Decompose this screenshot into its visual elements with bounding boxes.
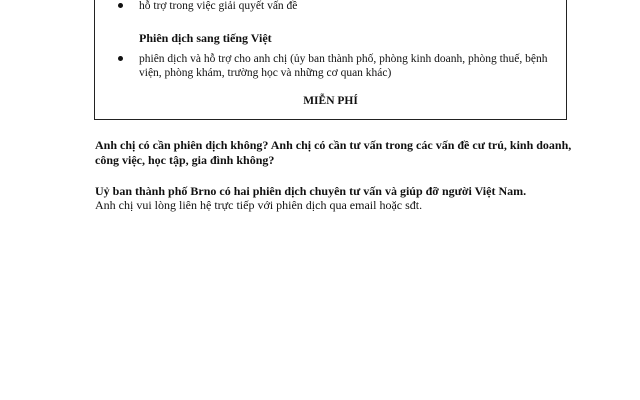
free-label: MIỄN PHÍ (303, 95, 358, 107)
question-paragraph: Anh chị có cần phiên dịch không? Anh chị có cần tư vấn trong các vấn đề cư trú, kinh doanh, công việc, học tập, gia đình không? (95, 138, 572, 167)
contact-paragraph: Anh chị vui lòng liên hệ trực tiếp với phiên dịch qua email hoặc sđt. (95, 198, 423, 212)
bullet-icon (118, 56, 123, 61)
bullet-text: hỗ trợ trong việc giải quyết vấn đề (139, 0, 298, 12)
bullet-text: phiên dịch và hỗ trợ cho anh chị (ủy ban thành phố, phòng kinh doanh, phòng thuế, bệnh viện, phòng khám, trường học và những cơ quan khác) (139, 53, 548, 79)
statement-paragraph: Uỷ ban thành phố Brno có hai phiên dịch chuyên tư vấn và giúp đỡ người Việt Nam. (95, 184, 527, 198)
bullet-icon (118, 3, 123, 8)
section-heading-interpretation: Phiên dịch sang tiếng Việt (139, 31, 272, 45)
